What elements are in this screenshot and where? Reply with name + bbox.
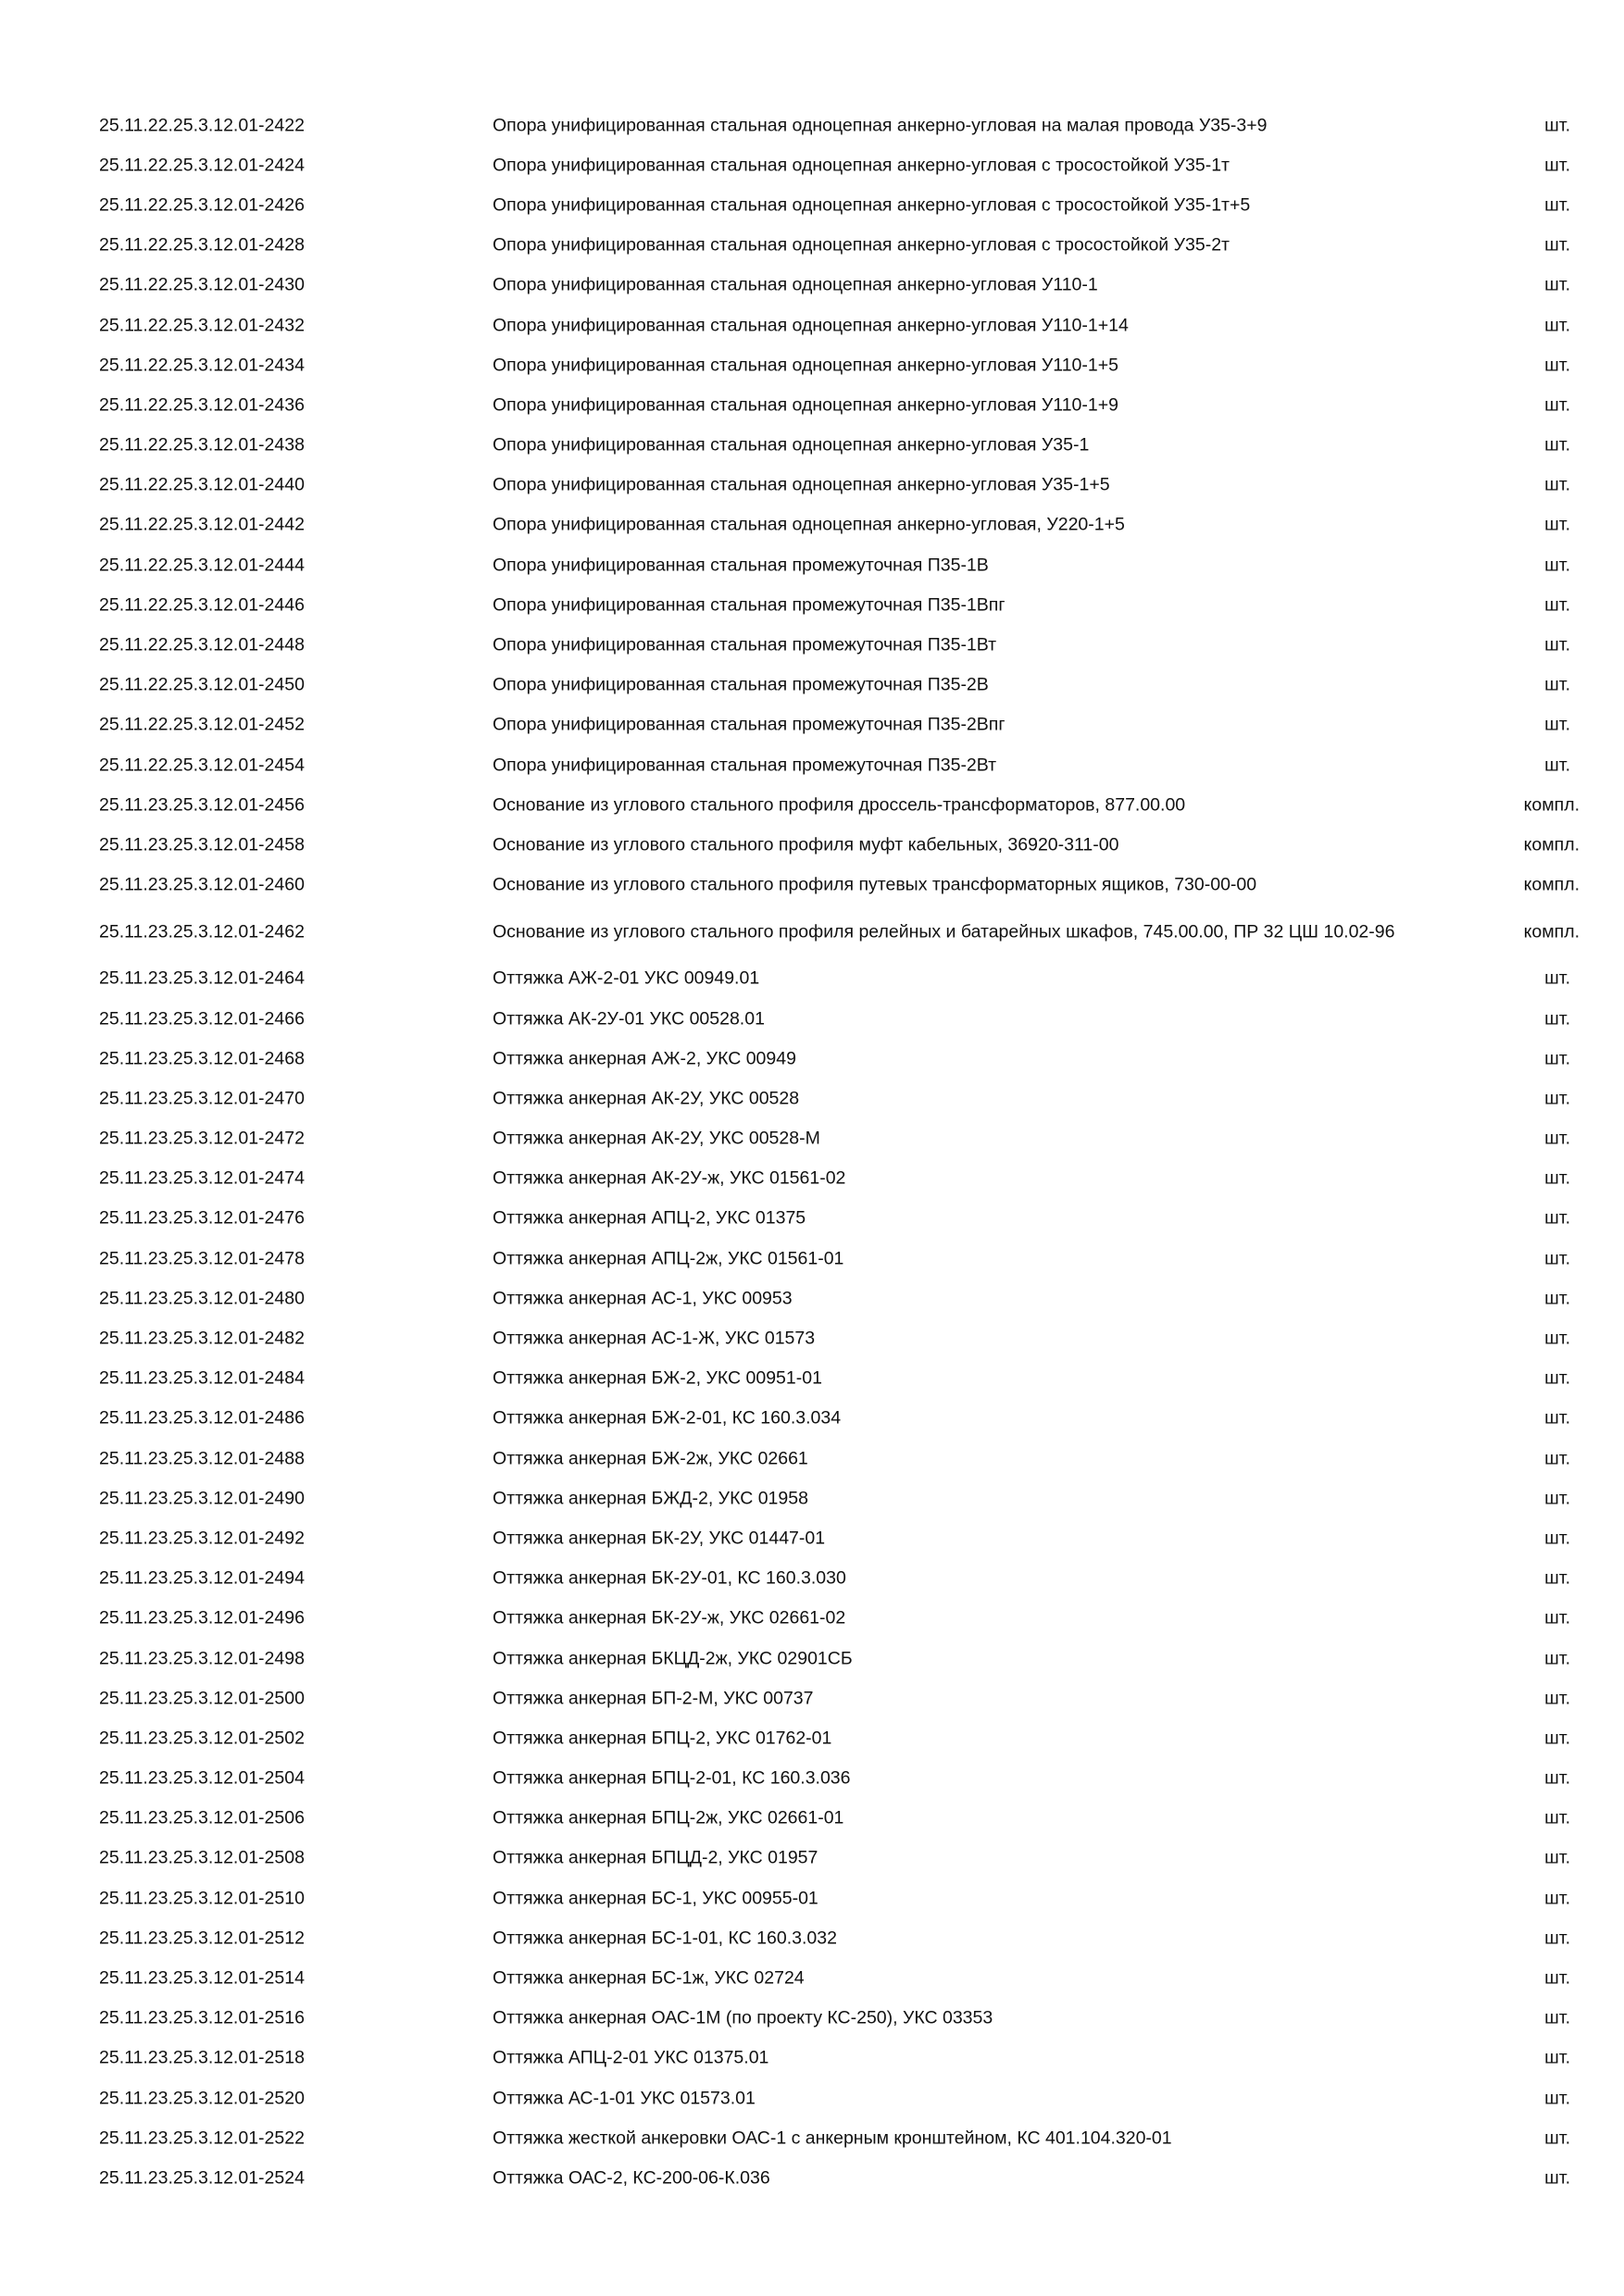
resource-name: Оттяжка анкерная БК-2У-ж, УКС 02661-02 bbox=[493, 1607, 846, 1628]
table-row bbox=[0, 426, 1624, 466]
table-row bbox=[0, 226, 1624, 266]
table-row bbox=[0, 505, 1624, 545]
resource-unit: шт. bbox=[1544, 1847, 1570, 1868]
resource-unit: шт. bbox=[1544, 967, 1570, 989]
resource-name: Опора унифицированная стальная одноцепная анкерно-угловая с тросостойкой У35-1т bbox=[493, 155, 1230, 176]
resource-unit: шт. bbox=[1544, 434, 1570, 455]
resource-unit: шт. bbox=[1544, 1367, 1570, 1389]
resource-code: 25.11.22.25.3.12.01-2438 bbox=[99, 434, 305, 455]
resource-name: Опора унифицированная стальная одноцепная анкерно-угловая У110-1 bbox=[493, 274, 1098, 295]
resource-name: Опора унифицированная стальная одноцепная анкерно-угловая У35-1 bbox=[493, 434, 1090, 455]
resource-name: Опора унифицированная стальная одноцепная анкерно-угловая, У220-1+5 bbox=[493, 514, 1125, 535]
resource-name: Основание из углового стального профиля муфт кабельных, 36920-311-00 bbox=[493, 834, 1119, 855]
resource-code: 25.11.22.25.3.12.01-2450 bbox=[99, 674, 305, 695]
table-row bbox=[0, 1958, 1624, 1998]
resource-unit: компл. bbox=[1523, 834, 1580, 855]
resource-code: 25.11.23.25.3.12.01-2484 bbox=[99, 1367, 305, 1389]
resource-name: Оттяжка анкерная ОАС-1М (по проекту КС-250), УКС 03353 bbox=[493, 2007, 993, 2028]
resource-code: 25.11.23.25.3.12.01-2512 bbox=[99, 1928, 305, 1949]
table-row bbox=[0, 145, 1624, 185]
resource-name: Оттяжка анкерная БПЦ-2ж, УКС 02661-01 bbox=[493, 1807, 844, 1828]
resource-name: Опора унифицированная стальная промежуточная П35-1Впг bbox=[493, 594, 1006, 616]
resource-code: 25.11.23.25.3.12.01-2518 bbox=[99, 2047, 305, 2068]
resource-name: Оттяжка анкерная БС-1-01, КС 160.3.032 bbox=[493, 1928, 837, 1949]
resource-name: Оттяжка анкерная АПЦ-2, УКС 01375 bbox=[493, 1207, 806, 1229]
table-row bbox=[0, 2078, 1624, 2118]
table-row bbox=[0, 1079, 1624, 1118]
resource-code: 25.11.23.25.3.12.01-2498 bbox=[99, 1648, 305, 1669]
table-row bbox=[0, 1718, 1624, 1758]
resource-name: Оттяжка анкерная БПЦ-2-01, КС 160.3.036 bbox=[493, 1767, 851, 1789]
table-row bbox=[0, 1359, 1624, 1399]
resource-code: 25.11.22.25.3.12.01-2454 bbox=[99, 755, 305, 776]
resource-name: Основание из углового стального профиля путевых трансформаторных ящиков, 730-00-00 bbox=[493, 874, 1257, 895]
resource-code: 25.11.23.25.3.12.01-2504 bbox=[99, 1767, 305, 1789]
resource-code: 25.11.23.25.3.12.01-2472 bbox=[99, 1128, 305, 1149]
resource-name: Оттяжка анкерная БП-2-М, УКС 00737 bbox=[493, 1688, 814, 1709]
table-row bbox=[0, 306, 1624, 345]
resource-unit: шт. bbox=[1544, 594, 1570, 616]
resource-unit: шт. bbox=[1544, 1928, 1570, 1949]
resource-unit: шт. bbox=[1544, 1528, 1570, 1549]
resource-name: Опора унифицированная стальная одноцепная анкерно-угловая с тросостойкой У35-1т+5 bbox=[493, 194, 1251, 216]
resource-name: Опора унифицированная стальная промежуточная П35-2В bbox=[493, 674, 989, 695]
resource-code: 25.11.23.25.3.12.01-2520 bbox=[99, 2088, 305, 2109]
resource-code: 25.11.23.25.3.12.01-2468 bbox=[99, 1048, 305, 1069]
table-row bbox=[0, 1239, 1624, 1279]
resource-name: Оттяжка анкерная БС-1, УКС 00955-01 bbox=[493, 1888, 818, 1909]
resource-code: 25.11.23.25.3.12.01-2490 bbox=[99, 1488, 305, 1509]
table-row bbox=[0, 905, 1624, 959]
table-row bbox=[0, 1318, 1624, 1358]
resource-code: 25.11.22.25.3.12.01-2452 bbox=[99, 714, 305, 735]
resource-unit: шт. bbox=[1544, 634, 1570, 655]
resource-code: 25.11.23.25.3.12.01-2506 bbox=[99, 1807, 305, 1828]
resource-unit: шт. bbox=[1544, 274, 1570, 295]
table-row bbox=[0, 345, 1624, 385]
table-row bbox=[0, 1399, 1624, 1439]
resource-name: Опора унифицированная стальная одноцепная анкерно-угловая У35-1+5 bbox=[493, 474, 1110, 495]
resource-code: 25.11.23.25.3.12.01-2460 bbox=[99, 874, 305, 895]
resource-code: 25.11.23.25.3.12.01-2486 bbox=[99, 1407, 305, 1429]
table-row bbox=[0, 545, 1624, 585]
resource-unit: шт. bbox=[1544, 1488, 1570, 1509]
resource-code: 25.11.23.25.3.12.01-2474 bbox=[99, 1167, 305, 1189]
resource-unit: шт. bbox=[1544, 1008, 1570, 1029]
resource-code: 25.11.22.25.3.12.01-2428 bbox=[99, 234, 305, 256]
table-row bbox=[0, 1878, 1624, 1918]
resource-name: Оттяжка анкерная АПЦ-2ж, УКС 01561-01 bbox=[493, 1248, 844, 1269]
table-row bbox=[0, 185, 1624, 225]
table-row bbox=[0, 999, 1624, 1039]
resource-name: Оттяжка анкерная БПЦ-2, УКС 01762-01 bbox=[493, 1728, 832, 1749]
table-row bbox=[0, 745, 1624, 785]
table-row bbox=[0, 266, 1624, 306]
table-row bbox=[0, 1119, 1624, 1159]
resource-code: 25.11.23.25.3.12.01-2462 bbox=[99, 921, 305, 942]
resource-name: Оттяжка анкерная БПЦД-2, УКС 01957 bbox=[493, 1847, 818, 1868]
resource-unit: шт. bbox=[1544, 1767, 1570, 1789]
resource-code: 25.11.23.25.3.12.01-2458 bbox=[99, 834, 305, 855]
table-row bbox=[0, 1759, 1624, 1799]
resource-unit: шт. bbox=[1544, 155, 1570, 176]
resource-name: Опора унифицированная стальная промежуточная П35-1В bbox=[493, 555, 989, 576]
resource-code: 25.11.22.25.3.12.01-2444 bbox=[99, 555, 305, 576]
resource-unit: компл. bbox=[1523, 874, 1580, 895]
resource-code: 25.11.23.25.3.12.01-2514 bbox=[99, 1967, 305, 1989]
resource-code: 25.11.23.25.3.12.01-2464 bbox=[99, 967, 305, 989]
resource-name: Оттяжка анкерная БЖ-2, УКС 00951-01 bbox=[493, 1367, 822, 1389]
table-row bbox=[0, 1559, 1624, 1599]
table-row bbox=[0, 1918, 1624, 1958]
resource-code: 25.11.22.25.3.12.01-2448 bbox=[99, 634, 305, 655]
resource-name: Опора унифицированная стальная промежуточная П35-2Впг bbox=[493, 714, 1006, 735]
resource-name: Основание из углового стального профиля дроссель-трансформаторов, 877.00.00 bbox=[493, 794, 1186, 816]
resource-code: 25.11.23.25.3.12.01-2524 bbox=[99, 2167, 305, 2189]
resource-unit: шт. bbox=[1544, 315, 1570, 336]
table-row bbox=[0, 1639, 1624, 1678]
table-row bbox=[0, 385, 1624, 425]
resource-unit: шт. bbox=[1544, 1888, 1570, 1909]
resource-name: Оттяжка анкерная АС-1, УКС 00953 bbox=[493, 1288, 793, 1309]
resource-name: Оттяжка анкерная БС-1ж, УКС 02724 bbox=[493, 1967, 805, 1989]
resource-code: 25.11.23.25.3.12.01-2510 bbox=[99, 1888, 305, 1909]
table-row bbox=[0, 785, 1624, 825]
resource-name: Основание из углового стального профиля релейных и батарейных шкафов, 745.00.00, ПР 32 ЦШ 10.02-96 bbox=[493, 921, 1395, 942]
resource-unit: шт. bbox=[1544, 1288, 1570, 1309]
table-row bbox=[0, 2158, 1624, 2198]
resource-unit: шт. bbox=[1544, 1248, 1570, 1269]
resource-name: Оттяжка АПЦ-2-01 УКС 01375.01 bbox=[493, 2047, 769, 2068]
table-row bbox=[0, 866, 1624, 905]
resource-code: 25.11.23.25.3.12.01-2456 bbox=[99, 794, 305, 816]
resource-code: 25.11.23.25.3.12.01-2502 bbox=[99, 1728, 305, 1749]
resource-unit: шт. bbox=[1544, 1607, 1570, 1628]
table-row bbox=[0, 625, 1624, 665]
table-row bbox=[0, 1799, 1624, 1839]
resource-code: 25.11.23.25.3.12.01-2516 bbox=[99, 2007, 305, 2028]
resource-name: Оттяжка анкерная БК-2У, УКС 01447-01 bbox=[493, 1528, 826, 1549]
table-row bbox=[0, 1479, 1624, 1518]
resource-name: Оттяжка анкерная АК-2У, УКС 00528-М bbox=[493, 1128, 820, 1149]
resource-name: Опора унифицированная стальная одноцепная анкерно-угловая с тросостойкой У35-2т bbox=[493, 234, 1230, 256]
resource-unit: шт. bbox=[1544, 755, 1570, 776]
table-row bbox=[0, 1199, 1624, 1239]
resource-unit: шт. bbox=[1544, 1407, 1570, 1429]
resource-code: 25.11.22.25.3.12.01-2446 bbox=[99, 594, 305, 616]
resource-unit: шт. bbox=[1544, 355, 1570, 376]
resource-name: Оттяжка анкерная БЖД-2, УКС 01958 bbox=[493, 1488, 808, 1509]
resource-name: Оттяжка анкерная АК-2У, УКС 00528 bbox=[493, 1088, 800, 1109]
resource-code: 25.11.22.25.3.12.01-2422 bbox=[99, 115, 305, 136]
resource-unit: шт. bbox=[1544, 1167, 1570, 1189]
table-row bbox=[0, 2118, 1624, 2158]
resource-unit: шт. bbox=[1544, 115, 1570, 136]
resource-unit: шт. bbox=[1544, 674, 1570, 695]
resource-unit: шт. bbox=[1544, 2128, 1570, 2149]
table-row bbox=[0, 1599, 1624, 1639]
resource-unit: шт. bbox=[1544, 1448, 1570, 1469]
table-row bbox=[0, 2039, 1624, 2078]
resource-code: 25.11.22.25.3.12.01-2426 bbox=[99, 194, 305, 216]
resource-name: Оттяжка АС-1-01 УКС 01573.01 bbox=[493, 2088, 756, 2109]
resource-name: Оттяжка жесткой анкеровки ОАС-1 с анкерным кронштейном, КС 401.104.320-01 bbox=[493, 2128, 1172, 2149]
resource-unit: шт. bbox=[1544, 1088, 1570, 1109]
resource-unit: шт. bbox=[1544, 234, 1570, 256]
resource-code: 25.11.23.25.3.12.01-2470 bbox=[99, 1088, 305, 1109]
resource-unit: шт. bbox=[1544, 514, 1570, 535]
table-row bbox=[0, 705, 1624, 745]
resource-code: 25.11.23.25.3.12.01-2480 bbox=[99, 1288, 305, 1309]
resource-code: 25.11.22.25.3.12.01-2430 bbox=[99, 274, 305, 295]
resource-name: Оттяжка анкерная БК-2У-01, КС 160.3.030 bbox=[493, 1567, 846, 1589]
resource-code: 25.11.23.25.3.12.01-2496 bbox=[99, 1607, 305, 1628]
resource-unit: шт. bbox=[1544, 714, 1570, 735]
resource-code: 25.11.23.25.3.12.01-2466 bbox=[99, 1008, 305, 1029]
resource-name: Оттяжка анкерная БЖ-2ж, УКС 02661 bbox=[493, 1448, 808, 1469]
resource-code: 25.11.22.25.3.12.01-2432 bbox=[99, 315, 305, 336]
resource-unit: шт. bbox=[1544, 1807, 1570, 1828]
resource-code: 25.11.23.25.3.12.01-2476 bbox=[99, 1207, 305, 1229]
resource-name: Оттяжка анкерная БКЦД-2ж, УКС 02901СБ bbox=[493, 1648, 853, 1669]
table-row bbox=[0, 959, 1624, 999]
table-row bbox=[0, 825, 1624, 865]
resource-unit: шт. bbox=[1544, 1688, 1570, 1709]
resource-code: 25.11.22.25.3.12.01-2440 bbox=[99, 474, 305, 495]
resource-name: Оттяжка анкерная АЖ-2, УКС 00949 bbox=[493, 1048, 796, 1069]
resource-code: 25.11.22.25.3.12.01-2434 bbox=[99, 355, 305, 376]
resource-unit: шт. bbox=[1544, 394, 1570, 416]
resource-name: Оттяжка АЖ-2-01 УКС 00949.01 bbox=[493, 967, 760, 989]
table-row bbox=[0, 1039, 1624, 1079]
table-row bbox=[0, 106, 1624, 145]
resource-code: 25.11.23.25.3.12.01-2494 bbox=[99, 1567, 305, 1589]
resource-name: Опора унифицированная стальная одноцепная анкерно-угловая У110-1+14 bbox=[493, 315, 1129, 336]
table-row bbox=[0, 1518, 1624, 1558]
resource-unit: шт. bbox=[1544, 474, 1570, 495]
resource-unit: шт. bbox=[1544, 1967, 1570, 1989]
resource-unit: шт. bbox=[1544, 1207, 1570, 1229]
resource-unit: шт. bbox=[1544, 2007, 1570, 2028]
resource-unit: шт. bbox=[1544, 1048, 1570, 1069]
resource-name: Оттяжка АК-2У-01 УКС 00528.01 bbox=[493, 1008, 765, 1029]
resource-code: 25.11.22.25.3.12.01-2436 bbox=[99, 394, 305, 416]
resource-unit: шт. bbox=[1544, 2088, 1570, 2109]
resource-code: 25.11.22.25.3.12.01-2424 bbox=[99, 155, 305, 176]
resource-unit: шт. bbox=[1544, 555, 1570, 576]
resource-name: Опора унифицированная стальная промежуточная П35-1Вт bbox=[493, 634, 997, 655]
resource-name: Опора унифицированная стальная промежуточная П35-2Вт bbox=[493, 755, 997, 776]
resource-code: 25.11.23.25.3.12.01-2482 bbox=[99, 1328, 305, 1349]
table-row bbox=[0, 1999, 1624, 2039]
table-row bbox=[0, 1279, 1624, 1318]
table-row bbox=[0, 666, 1624, 705]
resource-name: Оттяжка анкерная АК-2У-ж, УКС 01561-02 bbox=[493, 1167, 846, 1189]
resource-unit: шт. bbox=[1544, 194, 1570, 216]
resource-unit: шт. bbox=[1544, 2167, 1570, 2189]
table-row bbox=[0, 466, 1624, 505]
table-row bbox=[0, 1678, 1624, 1718]
resource-name: Опора унифицированная стальная одноцепная анкерно-угловая У110-1+9 bbox=[493, 394, 1118, 416]
resource-name: Оттяжка ОАС-2, КС-200-06-К.036 bbox=[493, 2167, 770, 2189]
resource-unit: шт. bbox=[1544, 1328, 1570, 1349]
resource-unit: компл. bbox=[1523, 794, 1580, 816]
table-row bbox=[0, 1439, 1624, 1479]
resource-unit: компл. bbox=[1523, 921, 1580, 942]
resource-code: 25.11.22.25.3.12.01-2442 bbox=[99, 514, 305, 535]
resource-unit: шт. bbox=[1544, 1728, 1570, 1749]
table-row bbox=[0, 585, 1624, 625]
resource-code: 25.11.23.25.3.12.01-2522 bbox=[99, 2128, 305, 2149]
resource-unit: шт. bbox=[1544, 1567, 1570, 1589]
resource-code: 25.11.23.25.3.12.01-2508 bbox=[99, 1847, 305, 1868]
table-row bbox=[0, 1159, 1624, 1199]
resource-unit: шт. bbox=[1544, 1648, 1570, 1669]
resource-name: Опора унифицированная стальная одноцепная анкерно-угловая У110-1+5 bbox=[493, 355, 1118, 376]
table-row bbox=[0, 1839, 1624, 1878]
resource-code: 25.11.23.25.3.12.01-2500 bbox=[99, 1688, 305, 1709]
resource-name: Опора унифицированная стальная одноцепная анкерно-угловая на малая провода У35-3+9 bbox=[493, 115, 1268, 136]
resource-code: 25.11.23.25.3.12.01-2488 bbox=[99, 1448, 305, 1469]
resource-list bbox=[0, 106, 1624, 2199]
resource-name: Оттяжка анкерная АС-1-Ж, УКС 01573 bbox=[493, 1328, 816, 1349]
resource-code: 25.11.23.25.3.12.01-2478 bbox=[99, 1248, 305, 1269]
resource-unit: шт. bbox=[1544, 1128, 1570, 1149]
resource-name: Оттяжка анкерная БЖ-2-01, КС 160.3.034 bbox=[493, 1407, 842, 1429]
resource-unit: шт. bbox=[1544, 2047, 1570, 2068]
resource-code: 25.11.23.25.3.12.01-2492 bbox=[99, 1528, 305, 1549]
